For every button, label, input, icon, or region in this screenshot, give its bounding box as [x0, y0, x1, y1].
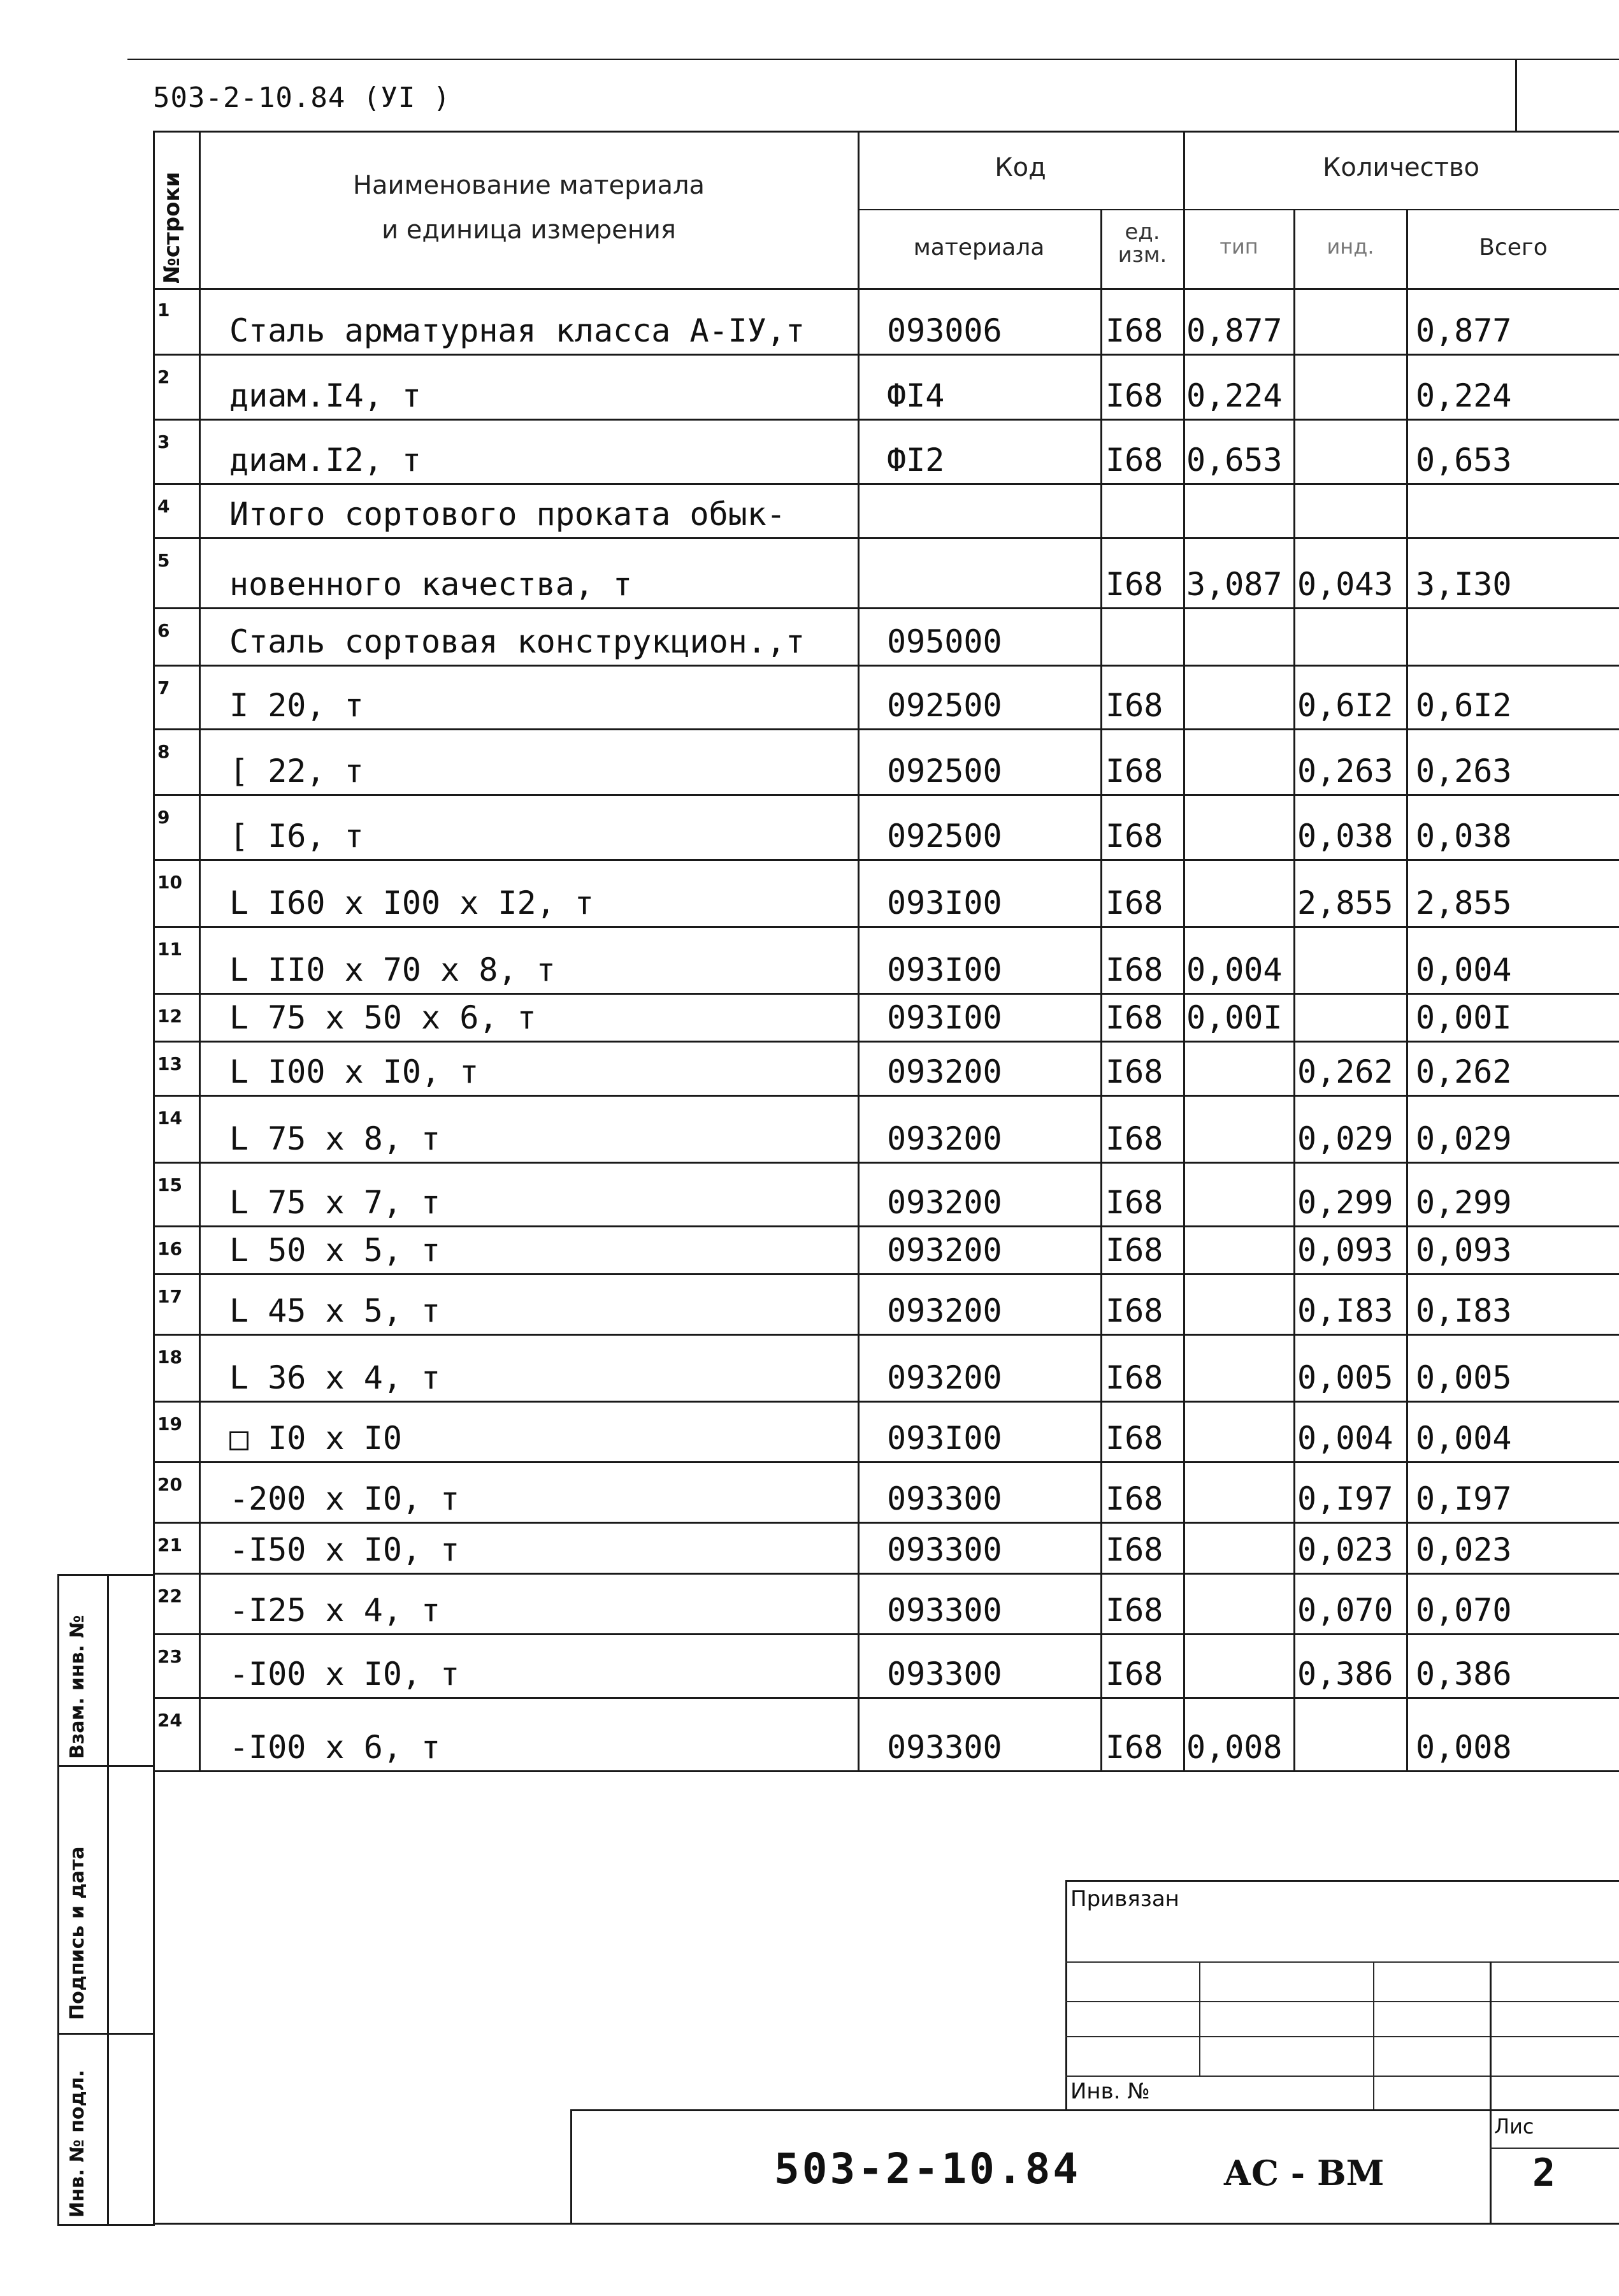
row-12-unit: I68 — [1105, 999, 1163, 1036]
row-3-name: диам.I2, т — [229, 442, 422, 479]
row-16-unit: I68 — [1105, 1232, 1163, 1269]
row-18-ind: 0,005 — [1297, 1359, 1393, 1396]
row-21-n: 21 — [157, 1534, 182, 1556]
row-2-name: диам.I4, т — [229, 377, 422, 414]
row-11-name: L II0 x 70 x 8, т — [229, 951, 556, 988]
row-2-n: 2 — [157, 366, 170, 387]
row-1-total: 0,877 — [1416, 312, 1512, 349]
row-19-mat: 093I00 — [887, 1420, 1002, 1457]
row-15-name: L 75 x 7, т — [229, 1184, 441, 1221]
header-qty: Количество — [1322, 153, 1479, 182]
row-12-name: L 75 x 50 x 6, т — [229, 999, 536, 1036]
row-22-total: 0,070 — [1416, 1592, 1512, 1629]
sheet-number: 2 — [1532, 2151, 1556, 2195]
label-vzam-inv: Взам. инв. № — [66, 1615, 89, 1759]
row-18-total: 0,005 — [1416, 1359, 1512, 1396]
row-20-total: 0,I97 — [1416, 1480, 1512, 1517]
row-8-n: 8 — [157, 741, 170, 762]
row-10-n: 10 — [157, 872, 182, 893]
row-22-ind: 0,070 — [1297, 1592, 1393, 1629]
row-18-unit: I68 — [1105, 1359, 1163, 1396]
row-16-total: 0,093 — [1416, 1232, 1512, 1269]
row-20-ind: 0,I97 — [1297, 1480, 1393, 1517]
row-3-unit: I68 — [1105, 442, 1163, 479]
row-18-name: L 36 x 4, т — [229, 1359, 441, 1396]
row-10-mat: 093I00 — [887, 884, 1002, 921]
row-19-name: □ I0 x I0 — [229, 1420, 402, 1457]
row-15-ind: 0,299 — [1297, 1184, 1393, 1221]
row-11-n: 11 — [157, 939, 182, 960]
row-1-name: Сталь арматурная класса А-IУ,т — [229, 312, 805, 349]
sheet-label: Лис — [1494, 2114, 1534, 2139]
row-23-n: 23 — [157, 1646, 182, 1667]
row-12-n: 12 — [157, 1006, 182, 1027]
label-podpis-data: Подпись и дата — [66, 1846, 89, 2020]
row-12-tip: 0,00I — [1186, 999, 1283, 1036]
row-3-tip: 0,653 — [1186, 442, 1283, 479]
row-15-unit: I68 — [1105, 1184, 1163, 1221]
row-9-unit: I68 — [1105, 818, 1163, 855]
row-11-unit: I68 — [1105, 951, 1163, 988]
row-20-n: 20 — [157, 1474, 182, 1495]
row-3-total: 0,653 — [1416, 442, 1512, 479]
row-14-unit: I68 — [1105, 1120, 1163, 1157]
row-17-mat: 093200 — [887, 1292, 1002, 1329]
row-7-n: 7 — [157, 677, 170, 698]
row-13-unit: I68 — [1105, 1053, 1163, 1090]
row-15-n: 15 — [157, 1174, 182, 1195]
row-17-total: 0,I83 — [1416, 1292, 1512, 1329]
row-23-mat: 093300 — [887, 1656, 1002, 1693]
row-16-ind: 0,093 — [1297, 1232, 1393, 1269]
row-21-mat: 093300 — [887, 1531, 1002, 1568]
privyazan-label: Привязан — [1070, 1886, 1179, 1912]
row-21-unit: I68 — [1105, 1531, 1163, 1568]
row-15-total: 0,299 — [1416, 1184, 1512, 1221]
row-19-n: 19 — [157, 1413, 182, 1434]
top-rule — [127, 59, 1619, 60]
row-9-total: 0,038 — [1416, 818, 1512, 855]
row-8-unit: I68 — [1105, 753, 1163, 790]
document-stamp: 503-2-10.84 (УI ) — [153, 82, 451, 114]
row-21-ind: 0,023 — [1297, 1531, 1393, 1568]
header-qty-tip: тип — [1220, 235, 1258, 259]
title-doc-code: 503-2-10.84 — [774, 2144, 1081, 2193]
row-5-unit: I68 — [1105, 566, 1163, 603]
header-code-unit: ед. изм. — [1118, 219, 1167, 268]
row-11-total: 0,004 — [1416, 951, 1512, 988]
row-1-mat: 093006 — [887, 312, 1002, 349]
row-8-mat: 092500 — [887, 753, 1002, 790]
row-14-total: 0,029 — [1416, 1120, 1512, 1157]
row-14-ind: 0,029 — [1297, 1120, 1393, 1157]
row-13-mat: 093200 — [887, 1053, 1002, 1090]
row-11-tip: 0,004 — [1186, 951, 1283, 988]
row-23-name: -I00 x I0, т — [229, 1656, 460, 1693]
row-10-ind: 2,855 — [1297, 884, 1393, 921]
row-6-mat: 095000 — [887, 623, 1002, 660]
row-7-mat: 092500 — [887, 687, 1002, 724]
row-23-ind: 0,386 — [1297, 1656, 1393, 1693]
row-6-name: Сталь сортовая конструкцион.,т — [229, 623, 805, 660]
row-22-n: 22 — [157, 1585, 182, 1606]
row-14-n: 14 — [157, 1108, 182, 1129]
row-5-name: новенного качества, т — [229, 566, 633, 603]
row-4-n: 4 — [157, 496, 170, 517]
row-16-n: 16 — [157, 1238, 182, 1259]
row-7-name: I 20, т — [229, 687, 364, 724]
row-22-name: -I25 x 4, т — [229, 1592, 441, 1629]
row-14-name: L 75 x 8, т — [229, 1120, 441, 1157]
header-row-no: №строки — [159, 171, 185, 284]
row-10-total: 2,855 — [1416, 884, 1512, 921]
title-mark: АС - ВМ — [1223, 2153, 1385, 2193]
row-4-name: Итого сортового проката обык- — [229, 496, 786, 533]
row-10-unit: I68 — [1105, 884, 1163, 921]
header-code-material: материала — [913, 235, 1045, 261]
row-9-mat: 092500 — [887, 818, 1002, 855]
row-9-ind: 0,038 — [1297, 818, 1393, 855]
row-19-unit: I68 — [1105, 1420, 1163, 1457]
row-13-total: 0,262 — [1416, 1053, 1512, 1090]
row-18-n: 18 — [157, 1347, 182, 1368]
row-21-name: -I50 x I0, т — [229, 1531, 460, 1568]
row-14-mat: 093200 — [887, 1120, 1002, 1157]
row-3-n: 3 — [157, 431, 170, 452]
row-7-total: 0,6I2 — [1416, 687, 1512, 724]
row-2-tip: 0,224 — [1186, 377, 1283, 414]
header-code: Код — [995, 153, 1046, 182]
row-24-name: -I00 x 6, т — [229, 1729, 441, 1766]
row-9-name: [ I6, т — [229, 818, 364, 855]
row-21-total: 0,023 — [1416, 1531, 1512, 1568]
header-name-line2: и единица измерения — [382, 215, 676, 245]
row-23-unit: I68 — [1105, 1656, 1163, 1693]
row-17-name: L 45 x 5, т — [229, 1292, 441, 1329]
row-17-ind: 0,I83 — [1297, 1292, 1393, 1329]
row-24-unit: I68 — [1105, 1729, 1163, 1766]
row-7-unit: I68 — [1105, 687, 1163, 724]
row-6-n: 6 — [157, 620, 170, 641]
row-20-unit: I68 — [1105, 1480, 1163, 1517]
row-17-n: 17 — [157, 1286, 182, 1307]
row-1-tip: 0,877 — [1186, 312, 1283, 349]
row-19-total: 0,004 — [1416, 1420, 1512, 1457]
row-24-total: 0,008 — [1416, 1729, 1512, 1766]
row-2-unit: I68 — [1105, 377, 1163, 414]
header-qty-total: Всего — [1479, 235, 1548, 261]
row-12-total: 0,00I — [1416, 999, 1512, 1036]
row-24-n: 24 — [157, 1710, 182, 1731]
row-13-ind: 0,262 — [1297, 1053, 1393, 1090]
header-name-line1: Наименование материала — [352, 171, 705, 200]
row-15-mat: 093200 — [887, 1184, 1002, 1221]
row-5-tip: 3,087 — [1186, 566, 1283, 603]
row-10-name: L I60 x I00 x I2, т — [229, 884, 594, 921]
row-24-mat: 093300 — [887, 1729, 1002, 1766]
row-8-ind: 0,263 — [1297, 753, 1393, 790]
row-3-mat: ФI2 — [887, 442, 945, 479]
row-5-ind: 0,043 — [1297, 566, 1393, 603]
row-12-mat: 093I00 — [887, 999, 1002, 1036]
row-1-n: 1 — [157, 300, 170, 321]
row-11-mat: 093I00 — [887, 951, 1002, 988]
row-1-unit: I68 — [1105, 312, 1163, 349]
row-5-n: 5 — [157, 550, 170, 571]
row-7-ind: 0,6I2 — [1297, 687, 1393, 724]
row-22-mat: 093300 — [887, 1592, 1002, 1629]
row-20-name: -200 x I0, т — [229, 1480, 460, 1517]
row-22-unit: I68 — [1105, 1592, 1163, 1629]
row-16-name: L 50 x 5, т — [229, 1232, 441, 1269]
row-13-name: L I00 x I0, т — [229, 1053, 479, 1090]
inv-no-label: Инв. № — [1070, 2079, 1150, 2104]
row-18-mat: 093200 — [887, 1359, 1002, 1396]
row-8-name: [ 22, т — [229, 753, 364, 790]
row-9-n: 9 — [157, 807, 170, 828]
row-19-ind: 0,004 — [1297, 1420, 1393, 1457]
label-inv-podl: Инв. № подл. — [66, 2069, 89, 2218]
row-5-total: 3,I30 — [1416, 566, 1512, 603]
row-2-total: 0,224 — [1416, 377, 1512, 414]
row-8-total: 0,263 — [1416, 753, 1512, 790]
row-17-unit: I68 — [1105, 1292, 1163, 1329]
header-qty-ind: инд. — [1327, 235, 1374, 259]
row-13-n: 13 — [157, 1053, 182, 1074]
row-24-tip: 0,008 — [1186, 1729, 1283, 1766]
row-23-total: 0,386 — [1416, 1656, 1512, 1693]
row-16-mat: 093200 — [887, 1232, 1002, 1269]
row-2-mat: ФI4 — [887, 377, 945, 414]
frame-notch — [1515, 59, 1517, 132]
row-20-mat: 093300 — [887, 1480, 1002, 1517]
